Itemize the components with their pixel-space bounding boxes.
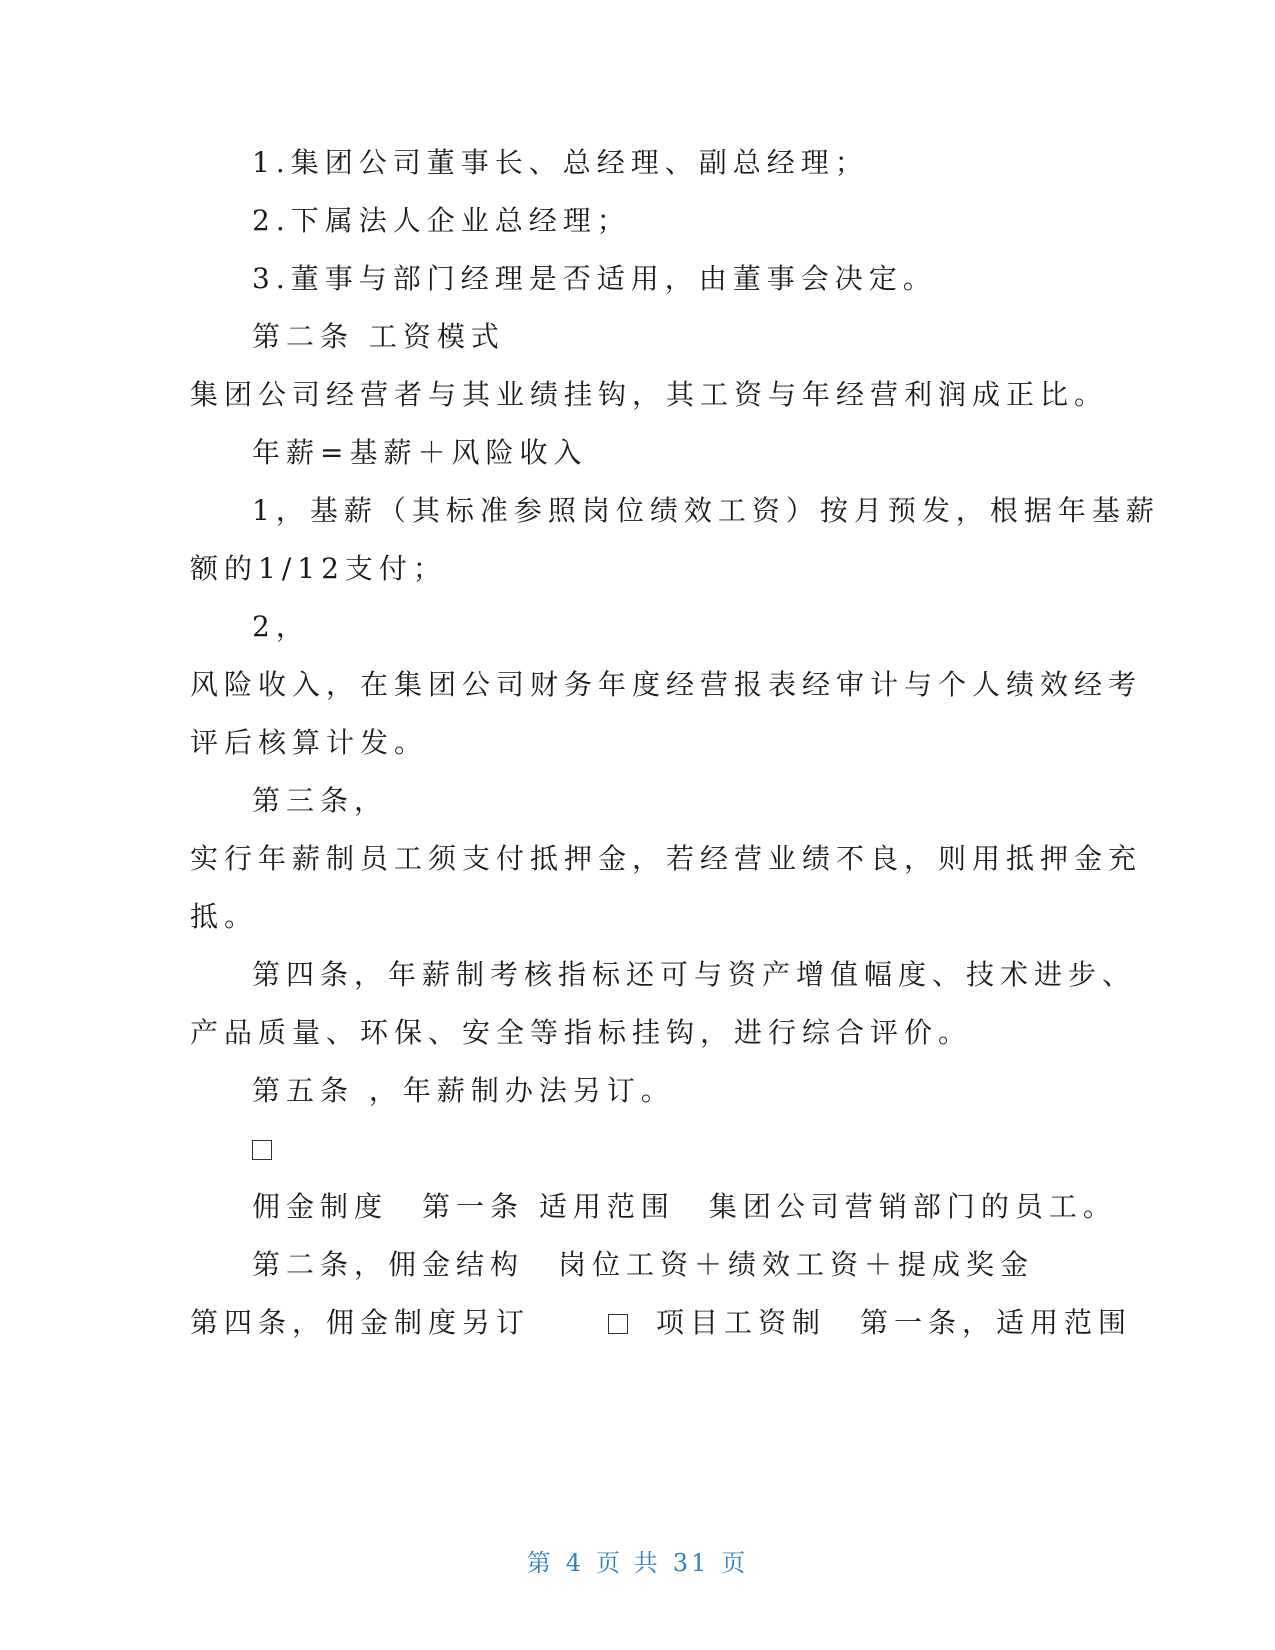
- current-page-number: 4: [565, 1549, 585, 1577]
- paragraph-line: 抵。: [190, 900, 259, 933]
- paragraph-line: 佣金制度 第一条 适用范围 集团公司营销部门的员工。: [252, 1190, 1117, 1223]
- checkbox-line: [252, 1129, 272, 1169]
- paragraph-text: 第四条，佣金制度另订: [190, 1306, 531, 1339]
- paragraph-line: 2.下属法人企业总经理；: [252, 204, 631, 237]
- page-footer: [0, 1543, 1275, 1578]
- empty-box-icon: [608, 1314, 628, 1334]
- paragraph-line: 评后核算计发。: [190, 726, 429, 759]
- paragraph-line: 产品质量、环保、安全等指标挂钩，进行综合评价。: [190, 1016, 973, 1049]
- paragraph-line: 额的1/12支付；: [190, 552, 447, 585]
- paragraph-line: 1，基薪（其标准参照岗位绩效工资）按月预发，根据年基薪: [252, 494, 1160, 527]
- formula-line: 年薪=基薪＋风险收入: [252, 436, 588, 469]
- empty-box-icon: [252, 1140, 272, 1160]
- paragraph-line: [190, 1303, 1132, 1343]
- paragraph-line: 集团公司经营者与其业绩挂钩，其工资与年经营利润成正比。: [190, 378, 1109, 411]
- paragraph-line: 风险收入，在集团公司财务年度经营报表经审计与个人绩效经考: [190, 668, 1143, 701]
- paragraph-text: 项目工资制 第一条，适用范围: [656, 1306, 1133, 1339]
- paragraph-line: 2，: [252, 610, 310, 643]
- paragraph-line: 3.董事与部门经理是否适用，由董事会决定。: [252, 262, 937, 295]
- paragraph-line: 1.集团公司董事长、总经理、副总经理；: [252, 146, 869, 179]
- footer-mid: 页 共: [596, 1549, 661, 1577]
- paragraph-line: 实行年薪制员工须支付抵押金，若经营业绩不良，则用抵押金充: [190, 842, 1143, 875]
- section-heading: 第二条 工资模式: [252, 320, 505, 353]
- footer-prefix: 第: [526, 1549, 554, 1577]
- paragraph-line: 第五条 ，年薪制办法另订。: [252, 1074, 675, 1107]
- paragraph-line: 第二条，佣金结构 岗位工资＋绩效工资＋提成奖金: [252, 1248, 1035, 1281]
- footer-suffix: 页: [721, 1549, 749, 1577]
- section-heading: 第三条，: [252, 784, 389, 817]
- total-page-number: 31: [672, 1549, 710, 1577]
- paragraph-line: 第四条，年薪制考核指标还可与资产增值幅度、技术进步、: [252, 958, 1137, 991]
